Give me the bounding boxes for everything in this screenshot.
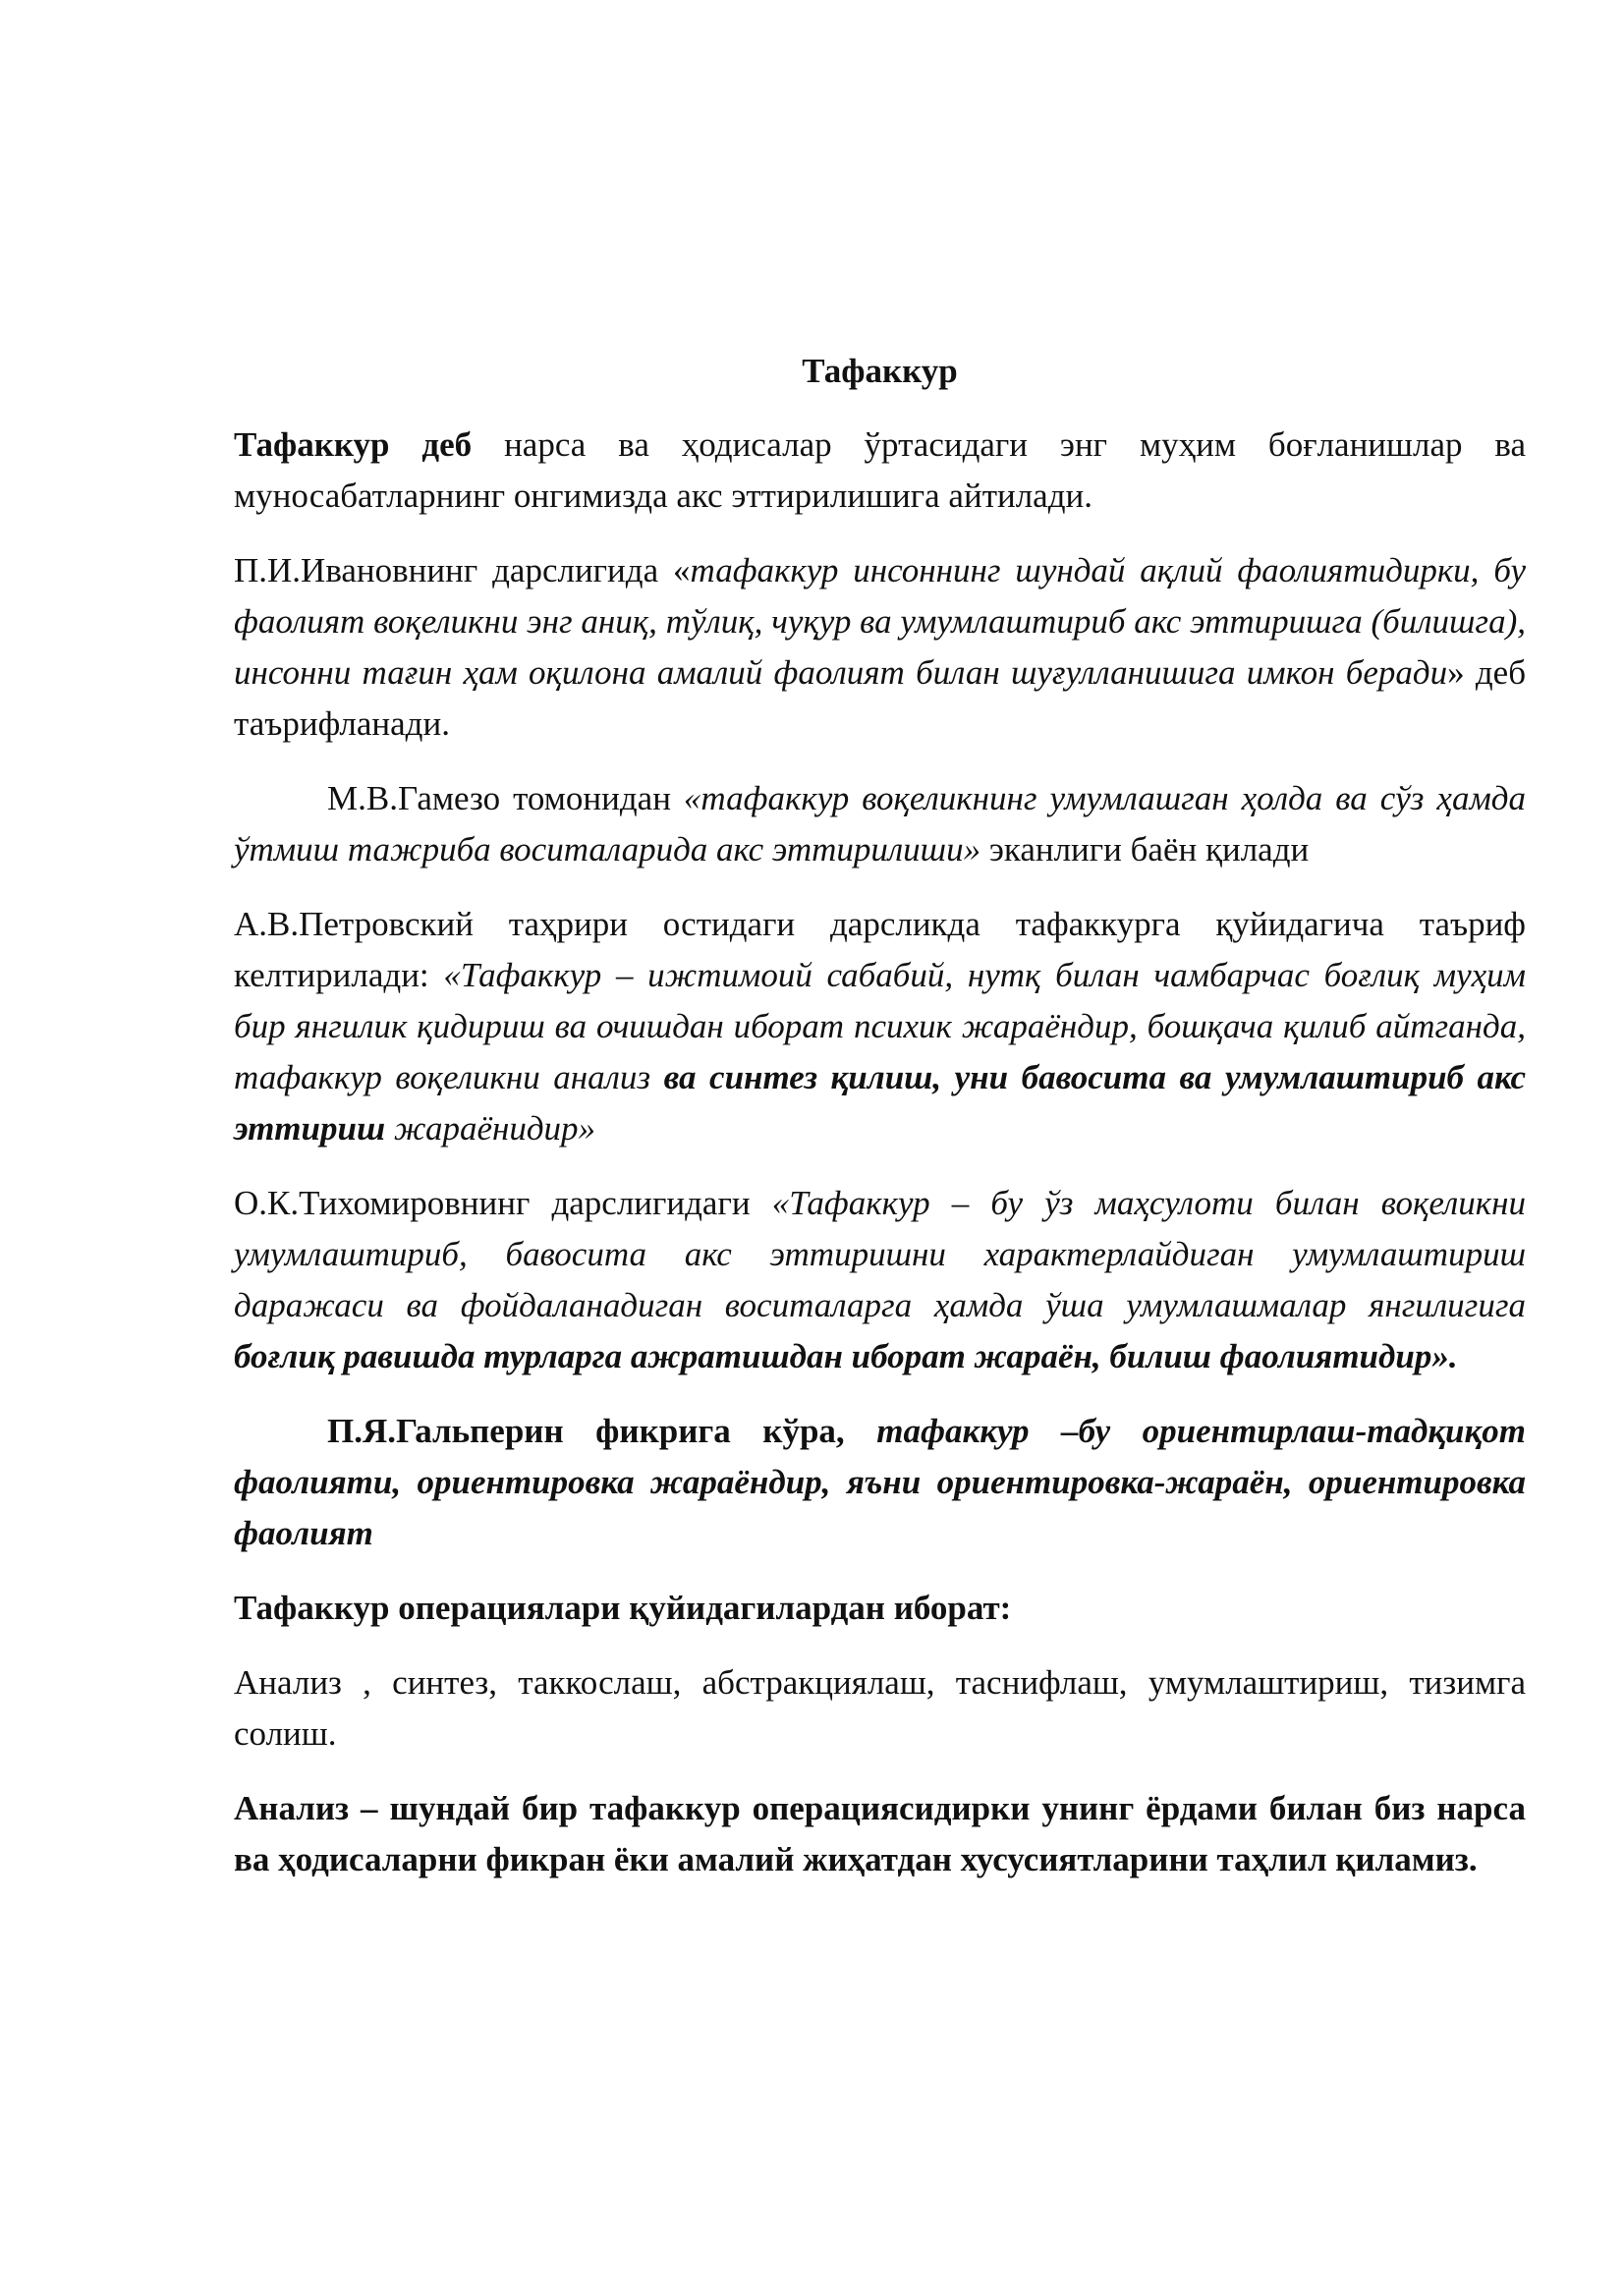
- gamezo-tail: эканлиги баён қилади: [980, 830, 1310, 868]
- definition-text: нарса ва ҳодисалар ўртасидаги энг муҳим боғланишлар ва муносабатларнинг онгимизда акс эттирилишига айтилади.: [234, 425, 1526, 515]
- analysis-definition: Анализ – шундай бир тафаккур операциясидирки унинг ёрдами билан биз нарса ва ҳодисаларни фикран ёки амалий жиҳатдан хусусиятларини таҳлил қиламиз.: [234, 1789, 1526, 1878]
- ivanov-lead: П.И.Ивановнинг дарслигида «: [234, 551, 691, 589]
- galperin-quote: тафаккур –бу ориентирлаш-тадқиқот фаолияти, ориентировка жараёндир, яъни ориентировка-жараён, ориентировка фаолият: [234, 1412, 1526, 1552]
- paragraph-gamezo: [234, 773, 1526, 875]
- tikhomirov-quote: «Тафаккур – бу ўз маҳсулоти билан воқеликни умумлаштириб, бавосита акс эттиришни характерлайдиган умумлаштириш даражаси ва фойдаланадиган воситаларга ҳамда ўша умумлашмалар янгилигига: [234, 1184, 1526, 1324]
- page-title: Тафаккур: [802, 352, 958, 390]
- petrovsky-quote: «Тафаккур – ижтимоий сабабий, нутқ билан чамбарчас боғлиқ муҳим бир янгилик қидириш ва очишдан иборат психик жараёндир, бошқача қилиб айтганда, тафаккур воқеликни анализ: [234, 956, 1526, 1096]
- ivanov-tail: » деб таърифланади.: [234, 653, 1526, 743]
- operations-heading: Тафаккур операциялари қуйидагилардан иборат:: [234, 1589, 1012, 1627]
- paragraph-ivanov: [234, 545, 1526, 750]
- paragraph-galperin: [234, 1406, 1526, 1559]
- operations-list: Анализ , синтез, таккослаш, абстракциялаш, таснифлаш, умумлаштириш, тизимга солиш.: [234, 1663, 1526, 1753]
- document-body: [234, 346, 1526, 1909]
- gamezo-quote: «тафаккур воқеликнинг умумлашган ҳолда ва сўз ҳамда ўтмиш тажриба воситаларида акс эттирилиши»: [234, 779, 1526, 868]
- petrovsky-tail: жараёнидир»: [385, 1109, 596, 1148]
- gamezo-lead: М.В.Гамезо томонидан: [327, 779, 684, 817]
- petrovsky-bold: ва синтез қилиш, уни бавосита ва умумлаштириб акс эттириш: [234, 1058, 1526, 1148]
- definition-term: Тафаккур деб: [234, 425, 473, 464]
- tikhomirov-lead: О.К.Тихомировнинг дарслигидаги: [234, 1184, 772, 1222]
- paragraph-petrovsky: [234, 899, 1526, 1154]
- galperin-lead: П.Я.Гальперин фикрига кўра,: [327, 1412, 877, 1450]
- ivanov-quote: тафаккур инсоннинг шундай ақлий фаолиятидирки, бу фаолият воқеликни энг аниқ, тўлиқ, чуқур ва умумлаштириб акс эттиришга (билишга), инсонни тағин ҳам оқилона амалий фаолият билан шуғулланишига имкон беради: [234, 551, 1526, 692]
- paragraph-definition: [234, 420, 1526, 522]
- paragraph-tikhomirov: [234, 1178, 1526, 1382]
- tikhomirov-bold: боғлиқ равишда турларга ажратишдан иборат жараён, билиш фаолиятидир».: [234, 1337, 1458, 1375]
- petrovsky-lead: А.В.Петровский таҳрири остидаги дарсликда тафаккурга қуйидагича таъриф келтирилади:: [234, 905, 1526, 994]
